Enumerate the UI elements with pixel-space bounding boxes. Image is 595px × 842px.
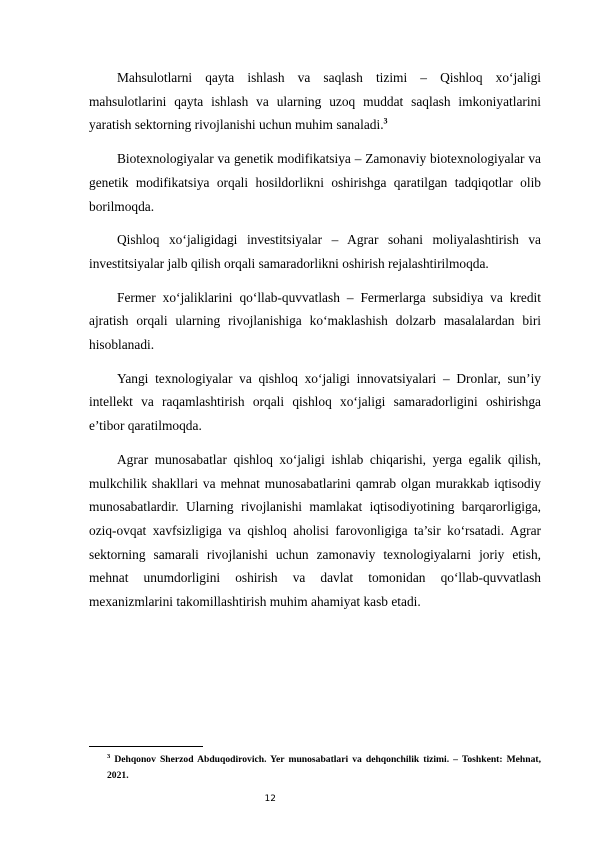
paragraph-agrarian-relations: Agrar munosabatlar qishloq xo‘jaligi ishlab chiqarishi, yerga egalik qilish, mulkchilik shakllari va mehnat munosabatlarini qamrab olgan murakkab iqtisodiy munosabatlardir. Ularning rivojlanishi mamlakat iqtisodiyotining barqarorligiga, oziq-ovqat xavfsizligiga va qishloq aholisi farovonligiga ta’sir ko‘rsatadi. Agrar sektorning samarali rivojlanishi uchun zamonaviy texnologiyalarni joriy etish, mehnat unumdorligini oshirish va davlat tomonidan qo‘llab-quvvatlash mexanizmlarini takomillashtirish muhim ahamiyat kasb etadi. (89, 451, 541, 610)
document-body (89, 66, 541, 614)
paragraph-innovations: Yangi texnologiyalar va qishloq xo‘jaligi innovatsiyalari – Dronlar, sun’iy intellekt va raqamlashtirish orqali qishloq xo‘jaligi samaradorligini oshirishga e’tibor qaratilmoqda. (89, 370, 541, 434)
footnote-reference[interactable]: 3 (383, 116, 388, 126)
footnote-number: 3 (107, 752, 111, 760)
paragraph-processing-storage: Mahsulotlarni qayta ishlash va saqlash tizimi – Qishloq xo‘jaligi mahsulotlarini qayta ishlash va ularning uzoq muddat saqlash imkoniyatlarini yaratish sektorning rivojlanishi uchun muhim sanaladi.$^3$ (89, 70, 541, 133)
page-number: 12 (264, 794, 276, 804)
footnote-separator (89, 746, 203, 747)
footnote-text: Dehqonov Sherzod Abduqodirovich. Yer munosabatlari va dehqonchilik tizimi. – Toshkent: Mehnat, 2021. (107, 754, 541, 781)
footnote (107, 752, 541, 783)
paragraph-biotechnology: Biotexnologiyalar va genetik modifikatsiya – Zamonaviy biotexnologiyalar va genetik modifikatsiya orqali hosildorlikni oshirishga qaratilgan tadqiqotlar olib borilmoqda. (89, 151, 541, 214)
paragraph-investments: Qishloq xo‘jaligidagi investitsiyalar – Agrar sohani moliyalashtirish va investitsiyalar jalb qilish orqali samaradorlikni oshirish rejalashtirilmoqda. (89, 232, 541, 271)
paragraph-farmer-support: Fermer xo‘jaliklarini qo‘llab-quvvatlash – Fermerlarga subsidiya va kredit ajratish orqali ularning rivojlanishiga ko‘maklashish dolzarb masalalardan biri hisoblanadi. (89, 289, 541, 353)
